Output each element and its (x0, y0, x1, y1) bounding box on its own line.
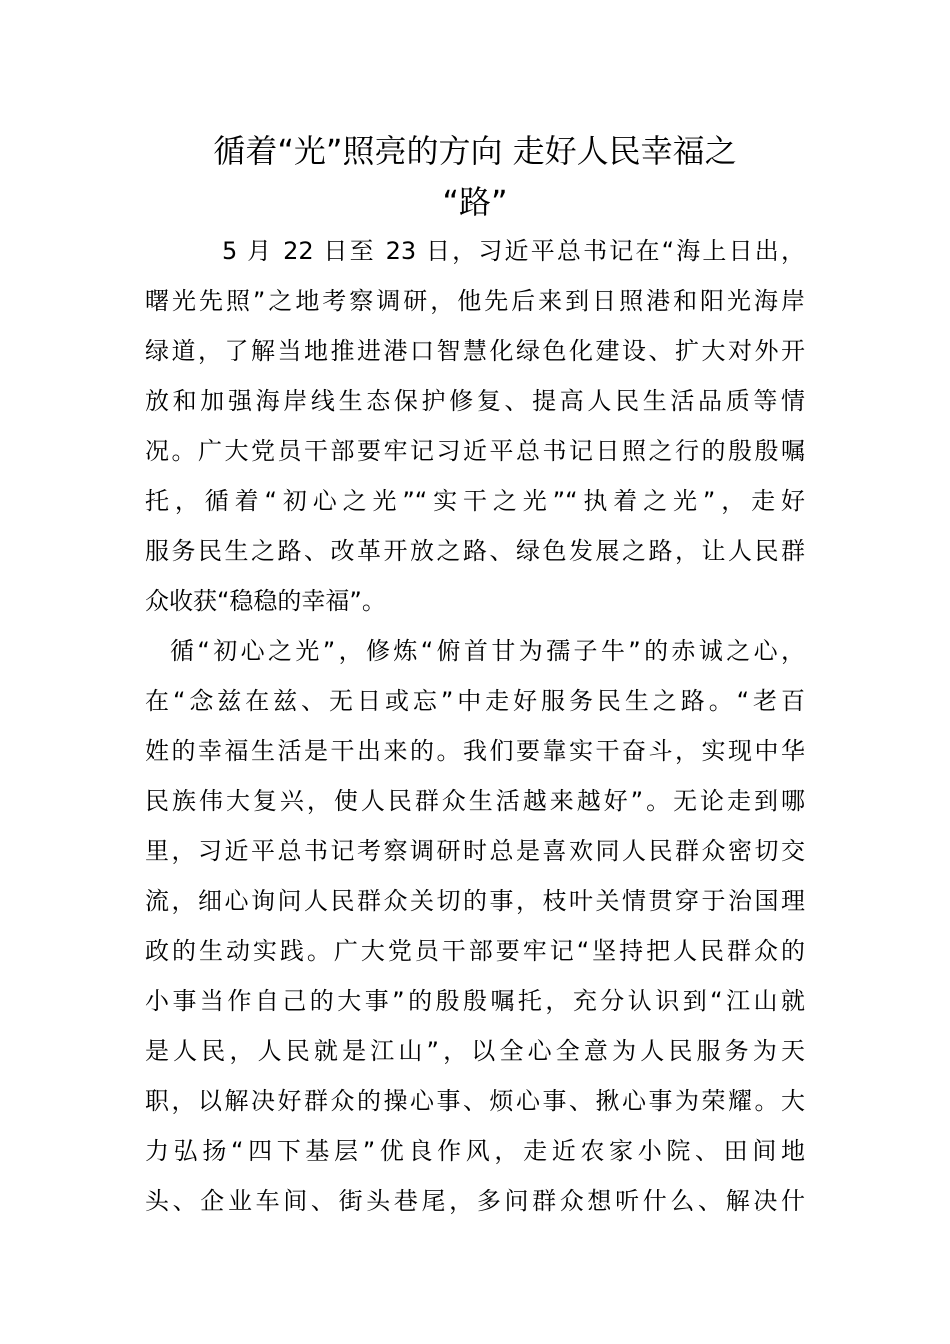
text-line: 5 月 22 日至 23 日，习近平总书记在“海上日出， (222, 237, 805, 265)
document-body (145, 226, 805, 1226)
paragraph-2 (145, 626, 805, 1226)
text-line: 职，以解决好群众的操心事、烦心事、揪心事为荣耀。大 (145, 1087, 805, 1115)
text-line: 循“初心之光”，修炼“俯首甘为孺子牛”的赤诚之心， (170, 637, 805, 665)
title-line: 循着“光”照亮的方向 走好人民幸福之 (213, 132, 737, 170)
text-line: 民族伟大复兴，使人民群众生活越来越好”。无论走到哪 (145, 787, 805, 815)
text-line: 姓的幸福生活是干出来的。我们要靠实干奋斗，实现中华 (145, 737, 805, 765)
text-line: 是人民，人民就是江山”，以全心全意为人民服务为天 (145, 1037, 805, 1065)
text-line: 小事当作自己的大事”的殷殷嘱托，充分认识到“江山就 (145, 987, 805, 1015)
text-line: 众收获“稳稳的幸福”。 (145, 587, 386, 615)
text-line: 流，细心询问人民群众关切的事，枝叶关情贯穿于治国理 (145, 887, 805, 915)
text-line: 头、企业车间、街头巷尾，多问群众想听什么、解决什 (145, 1187, 805, 1215)
paragraph-1 (145, 226, 805, 626)
text-line: 托，循着“初心之光”“实干之光”“执着之光”，走好 (145, 487, 805, 515)
text-line: 服务民生之路、改革开放之路、绿色发展之路，让人民群 (145, 537, 805, 565)
title-line: “路” (442, 183, 508, 221)
text-line: 曙光先照”之地考察调研，他先后来到日照港和阳光海岸 (145, 287, 805, 315)
text-line: 放和加强海岸线生态保护修复、提高人民生活品质等情 (145, 387, 805, 415)
document-title (60, 126, 890, 228)
text-line: 里，习近平总书记考察调研时总是喜欢同人民群众密切交 (145, 837, 805, 865)
text-line: 力弘扬“四下基层”优良作风，走近农家小院、田间地 (145, 1137, 805, 1165)
text-line: 政的生动实践。广大党员干部要牢记“坚持把人民群众的 (145, 937, 805, 965)
text-line: 况。广大党员干部要牢记习近平总书记日照之行的殷殷嘱 (145, 437, 805, 465)
text-line: 绿道，了解当地推进港口智慧化绿色化建设、扩大对外开 (145, 337, 805, 365)
text-line: 在“念兹在兹、无日或忘”中走好服务民生之路。“老百 (145, 687, 805, 715)
